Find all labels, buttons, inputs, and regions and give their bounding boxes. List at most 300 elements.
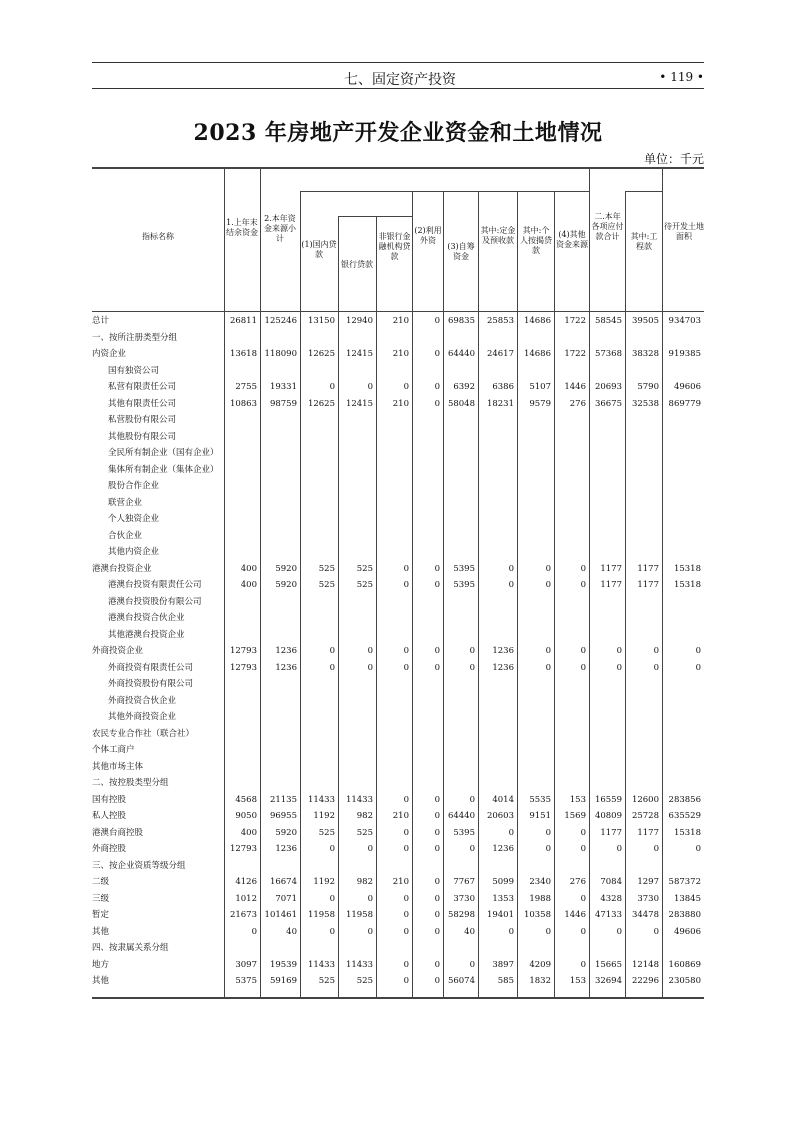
cell-value: 9050 (235, 811, 257, 821)
cell-value (260, 775, 300, 792)
cell-value: 525 (318, 580, 335, 590)
table-row (92, 973, 704, 990)
cell-value (338, 511, 376, 528)
cell-value (517, 544, 554, 561)
cell-value (443, 858, 478, 875)
col-indicator: 指标名称 (142, 232, 174, 241)
col-deposits: 其中:定金及预收款 (480, 226, 516, 245)
cell-value: 525 (356, 580, 373, 590)
cell-value: 0 (469, 844, 475, 854)
cell-value (625, 445, 662, 462)
cell-value: 3730 (453, 893, 475, 904)
table-row (92, 528, 704, 545)
cell-value: 934703 (668, 316, 701, 326)
cell-value (300, 709, 338, 726)
cell-value: 276 (569, 398, 586, 409)
cell-value (260, 858, 300, 875)
header-top-rule (92, 62, 704, 63)
cell-value (625, 429, 662, 446)
table-row (92, 313, 704, 330)
cell-value: 5375 (235, 976, 257, 986)
cell-value: 38328 (631, 349, 659, 359)
cell-value: 0 (580, 959, 586, 970)
cell-value: 9579 (529, 398, 551, 409)
cell-value: 2755 (235, 382, 257, 392)
cell-value: 0 (434, 794, 440, 805)
col-payables-total: 二.本年各项应付款合计 (591, 212, 624, 241)
cell-value: 11958 (307, 910, 335, 920)
cell-value (412, 594, 443, 611)
row-label: 外商投资股份有限公司 (108, 679, 194, 689)
cell-value (224, 726, 260, 743)
cell-value (376, 709, 412, 726)
row-label: 其他内资企业 (108, 547, 160, 557)
cell-value (517, 478, 554, 495)
cell-value (478, 528, 517, 545)
cell-value: 4328 (600, 893, 622, 904)
table-row (92, 478, 704, 495)
cell-value (338, 462, 376, 479)
cell-value (376, 940, 412, 957)
cell-value (554, 676, 589, 693)
cell-value (300, 676, 338, 693)
cell-value (260, 726, 300, 743)
cell-value: 1569 (564, 811, 586, 821)
cell-value: 1236 (275, 844, 297, 854)
row-label: 暂定 (92, 910, 110, 920)
cell-value (338, 363, 376, 380)
cell-value (662, 940, 704, 957)
cell-value: 14686 (523, 316, 551, 326)
cell-value: 0 (580, 563, 586, 574)
cell-value: 0 (469, 646, 475, 656)
cell-value (412, 940, 443, 957)
cell-value (260, 429, 300, 446)
cell-value: 1832 (529, 976, 551, 986)
cell-value (625, 495, 662, 512)
cell-value (412, 478, 443, 495)
cell-value: 10358 (523, 910, 551, 920)
cell-value (412, 610, 443, 627)
cell-value (554, 478, 589, 495)
cell-value: 0 (329, 662, 335, 673)
cell-value (376, 330, 412, 347)
table-row (92, 907, 704, 924)
cell-value: 15318 (673, 580, 701, 590)
cell-value (376, 462, 412, 479)
cell-value (224, 709, 260, 726)
cell-value: 12415 (345, 398, 373, 409)
cell-value (260, 610, 300, 627)
cell-value (224, 511, 260, 528)
cell-value: 525 (356, 827, 373, 838)
cell-value (260, 462, 300, 479)
cell-value (224, 429, 260, 446)
cell-value: 0 (403, 662, 409, 673)
cell-value (662, 627, 704, 644)
cell-value: 0 (695, 844, 701, 854)
cell-value: 3897 (492, 959, 514, 970)
cell-value: 1177 (637, 827, 659, 838)
table-row (92, 462, 704, 479)
row-label: 其他 (92, 926, 110, 937)
col-sources-subtotal: 2.本年资金来源小计 (264, 214, 296, 243)
cell-value (260, 445, 300, 462)
cell-value: 1192 (313, 811, 335, 821)
cell-value: 1236 (492, 662, 514, 673)
cell-value: 0 (545, 926, 551, 937)
cell-value (478, 610, 517, 627)
cell-value (478, 742, 517, 759)
cell-value (443, 528, 478, 545)
cell-value (224, 528, 260, 545)
cell-value (589, 478, 625, 495)
cell-value (338, 676, 376, 693)
row-label: 其他有限责任公司 (108, 398, 177, 409)
cell-value (260, 759, 300, 776)
col-mortgage: 其中:个人按揭贷款 (520, 226, 552, 255)
cell-value (589, 742, 625, 759)
cell-value (224, 742, 260, 759)
cell-value (589, 759, 625, 776)
table-row (92, 709, 704, 726)
row-label: 其他外商投资企业 (108, 712, 177, 722)
span-rule-payables (625, 191, 662, 192)
table-row (92, 924, 704, 941)
cell-value: 12415 (345, 349, 373, 359)
cell-value (478, 594, 517, 611)
cell-value: 12625 (307, 398, 335, 409)
cell-value: 0 (580, 646, 586, 656)
cell-value: 11433 (307, 959, 335, 970)
cell-value (412, 676, 443, 693)
cell-value (376, 429, 412, 446)
cell-value: 0 (403, 382, 409, 392)
cell-value: 0 (367, 893, 373, 904)
cell-value (554, 709, 589, 726)
cell-value: 10863 (229, 398, 257, 409)
cell-value (625, 693, 662, 710)
row-label: 农民专业合作社（联合社） (92, 728, 195, 739)
cell-value (376, 610, 412, 627)
span-rule-sources (300, 191, 590, 192)
cell-value: 869779 (668, 398, 701, 409)
table-row (92, 726, 704, 743)
cell-value (300, 759, 338, 776)
cell-value (224, 495, 260, 512)
table-row (92, 330, 704, 347)
cell-value (224, 445, 260, 462)
cell-value (338, 544, 376, 561)
cell-value (300, 693, 338, 710)
cell-value (412, 330, 443, 347)
row-label: 联营企业 (108, 497, 143, 508)
cell-value: 210 (392, 349, 409, 359)
cell-value: 0 (434, 580, 440, 590)
cell-value: 7767 (453, 877, 475, 887)
cell-value: 0 (403, 893, 409, 904)
cell-value: 0 (434, 662, 440, 673)
table-row (92, 346, 704, 363)
cell-value: 0 (545, 662, 551, 673)
cell-value: 525 (356, 563, 373, 574)
row-label: 港澳台投资有限责任公司 (108, 580, 202, 590)
cell-value (443, 511, 478, 528)
cell-value: 22296 (631, 976, 659, 986)
cell-value (554, 627, 589, 644)
cell-value (625, 709, 662, 726)
cell-value (589, 709, 625, 726)
cell-value: 0 (329, 893, 335, 904)
cell-value: 34478 (631, 910, 659, 920)
data-table (92, 313, 704, 990)
cell-value (338, 709, 376, 726)
cell-value: 0 (545, 844, 551, 854)
row-label: 其他港澳台投资企业 (108, 629, 185, 640)
cell-value (625, 775, 662, 792)
cell-value: 0 (434, 827, 440, 838)
cell-value: 982 (356, 811, 373, 821)
cell-value (412, 363, 443, 380)
cell-value (260, 528, 300, 545)
cell-value (589, 775, 625, 792)
cell-value: 59169 (269, 976, 297, 986)
cell-value (412, 775, 443, 792)
cell-value: 0 (403, 926, 409, 937)
cell-value (260, 544, 300, 561)
cell-value (662, 726, 704, 743)
cell-value (338, 429, 376, 446)
cell-value (224, 759, 260, 776)
cell-value: 0 (434, 811, 440, 821)
cell-value (662, 544, 704, 561)
cell-value (224, 858, 260, 875)
cell-value (662, 511, 704, 528)
cell-value (625, 412, 662, 429)
table-row (92, 643, 704, 660)
cell-value: 11958 (345, 910, 373, 920)
cell-value (224, 676, 260, 693)
cell-value: 19539 (269, 959, 297, 970)
cell-value: 0 (403, 844, 409, 854)
cell-value (412, 709, 443, 726)
cell-value: 0 (367, 382, 373, 392)
table-row (92, 412, 704, 429)
cell-value: 0 (434, 959, 440, 970)
cell-value (260, 627, 300, 644)
cell-value: 400 (240, 563, 257, 574)
cell-value: 4014 (492, 794, 514, 805)
cell-value: 0 (616, 926, 622, 937)
cell-value: 0 (580, 844, 586, 854)
cell-value: 58048 (447, 398, 475, 409)
cell-value (554, 610, 589, 627)
cell-value: 5107 (529, 382, 551, 392)
cell-value (625, 462, 662, 479)
cell-value: 635529 (668, 811, 701, 821)
cell-value: 13618 (229, 349, 257, 359)
cell-value (478, 495, 517, 512)
cell-value: 96955 (269, 811, 297, 821)
table-row (92, 511, 704, 528)
cell-value: 40 (464, 926, 475, 937)
cell-value (338, 594, 376, 611)
cell-value (376, 726, 412, 743)
cell-value: 0 (403, 827, 409, 838)
col-engineering: 其中:工程款 (630, 232, 658, 251)
row-label: 国有控股 (92, 794, 127, 805)
table-row (92, 610, 704, 627)
cell-value (478, 412, 517, 429)
cell-value (224, 363, 260, 380)
cell-value: 12600 (631, 794, 659, 805)
cell-value (260, 742, 300, 759)
row-label: 合伙企业 (108, 530, 143, 541)
table-row (92, 759, 704, 776)
col-other-sources: (4)其他资金来源 (556, 230, 588, 249)
cell-value: 11433 (307, 794, 335, 805)
cell-value: 0 (403, 976, 409, 986)
cell-value (478, 693, 517, 710)
cell-value: 0 (434, 893, 440, 904)
cell-value: 0 (367, 926, 373, 937)
span-rule-domestic-loans (338, 216, 412, 217)
cell-value: 525 (318, 827, 335, 838)
cell-value (625, 759, 662, 776)
cell-value: 12793 (229, 844, 257, 854)
table-row (92, 429, 704, 446)
cell-value: 153 (569, 794, 586, 805)
cell-value (338, 759, 376, 776)
col-foreign-capital: (2)利用外资 (414, 226, 442, 245)
cell-value (376, 858, 412, 875)
table-row (92, 841, 704, 858)
cell-value (554, 594, 589, 611)
table-row (92, 445, 704, 462)
cell-value: 40809 (594, 811, 622, 821)
row-label: 二级 (92, 877, 110, 887)
cell-value: 56074 (447, 976, 475, 986)
cell-value (260, 363, 300, 380)
cell-value: 400 (240, 827, 257, 838)
cell-value: 1353 (492, 893, 514, 904)
cell-value (589, 940, 625, 957)
cell-value (260, 330, 300, 347)
cell-value: 0 (653, 844, 659, 854)
cell-value (478, 759, 517, 776)
cell-value: 1192 (313, 877, 335, 887)
row-label: 三、按企业资质等级分组 (92, 860, 186, 871)
cell-value (478, 676, 517, 693)
cell-value (478, 940, 517, 957)
table-row (92, 825, 704, 842)
cell-value (517, 594, 554, 611)
cell-value (300, 544, 338, 561)
cell-value: 15665 (594, 959, 622, 970)
row-label: 私人控股 (92, 811, 127, 821)
cell-value: 1177 (600, 580, 622, 590)
cell-value (300, 445, 338, 462)
cell-value (260, 693, 300, 710)
cell-value: 230580 (668, 976, 701, 986)
cell-value (443, 726, 478, 743)
row-label: 私营股份有限公司 (108, 415, 177, 425)
row-label: 国有独资公司 (108, 365, 160, 376)
cell-value: 0 (367, 662, 373, 673)
cell-value (443, 544, 478, 561)
row-label: 股份合作企业 (108, 481, 160, 491)
cell-value: 0 (653, 662, 659, 673)
cell-value: 9151 (529, 811, 551, 821)
cell-value: 0 (434, 316, 440, 326)
cell-value (412, 511, 443, 528)
cell-value (625, 742, 662, 759)
cell-value (443, 330, 478, 347)
cell-value (260, 412, 300, 429)
cell-value (338, 627, 376, 644)
cell-value (376, 742, 412, 759)
cell-value: 0 (616, 662, 622, 673)
cell-value (338, 330, 376, 347)
row-label: 其他市场主体 (92, 761, 144, 772)
cell-value: 5395 (453, 563, 475, 574)
cell-value (517, 429, 554, 446)
cell-value: 0 (434, 877, 440, 887)
cell-value (224, 775, 260, 792)
cell-value: 982 (356, 877, 373, 887)
cell-value (338, 478, 376, 495)
cell-value (260, 594, 300, 611)
cell-value (625, 528, 662, 545)
cell-value (662, 429, 704, 446)
cell-value: 32538 (631, 398, 659, 409)
cell-value (625, 363, 662, 380)
row-label: 全民所有制企业（国有企业） (108, 448, 219, 458)
cell-value (625, 330, 662, 347)
cell-value (376, 544, 412, 561)
row-label: 外商投资合伙企业 (108, 695, 177, 706)
cell-value (554, 544, 589, 561)
cell-value: 4209 (529, 959, 551, 970)
cell-value: 16674 (269, 877, 297, 887)
cell-value: 0 (616, 844, 622, 854)
cell-value: 19401 (486, 910, 514, 920)
table-row (92, 561, 704, 578)
cell-value (300, 495, 338, 512)
row-label: 地方 (92, 959, 110, 970)
table-top-rule (92, 167, 704, 169)
cell-value: 0 (434, 926, 440, 937)
row-label: 外商投资有限责任公司 (108, 662, 194, 673)
cell-value (625, 858, 662, 875)
cell-value (662, 858, 704, 875)
cell-value: 210 (392, 877, 409, 887)
cell-value (260, 676, 300, 693)
cell-value (300, 511, 338, 528)
cell-value (554, 759, 589, 776)
cell-value (376, 528, 412, 545)
cell-value (260, 495, 300, 512)
cell-value: 5099 (492, 877, 514, 887)
cell-value: 58298 (447, 910, 475, 920)
cell-value: 0 (580, 893, 586, 904)
cell-value (554, 511, 589, 528)
cell-value: 0 (653, 926, 659, 937)
cell-value (376, 511, 412, 528)
cell-value (554, 528, 589, 545)
cell-value: 4126 (235, 877, 257, 887)
cell-value (412, 627, 443, 644)
